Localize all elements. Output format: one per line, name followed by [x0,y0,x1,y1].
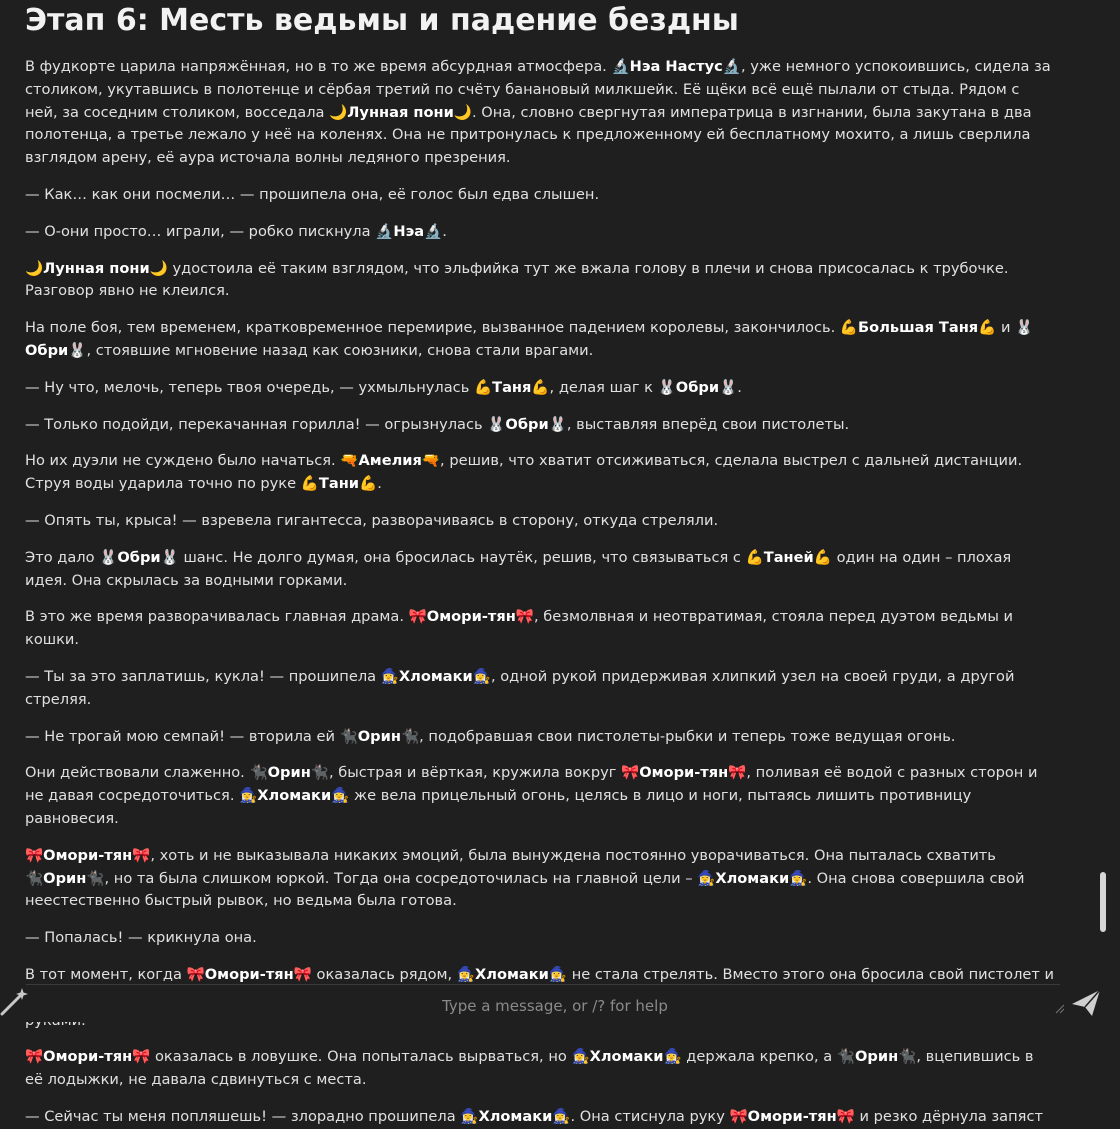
paragraph-text: удостоила её таким взглядом, что эльфийка тут же вжала голову в плечи и снова присосалась к трубочке. Разговор явно не клеился. [25,259,1009,300]
composer-bar [0,984,1120,1022]
paragraph-text: — Ну что, мелочь, теперь твоя очередь, — ухмыльнулась [25,378,474,396]
paragraph-text: и [996,319,1016,337]
character-name: 🐈‍⬛Орин🐈‍⬛ [339,727,420,745]
divider [26,984,1060,985]
character-name: 💪Таней💪 [745,548,832,566]
paragraph-text: шанс. Не долго думая, она бросилась наутёк, решив, что связываться с [178,548,746,566]
paragraph-text: , быстрая и вёрткая, кружила вокруг [328,764,622,782]
paragraph-text: . [737,378,742,396]
character-name: 🧙‍♀️Хломаки🧙‍♀️ [571,1048,682,1066]
character-name: 🌙Лунная пони🌙 [329,103,472,121]
character-name: 🎀Омори-тян🎀 [186,965,312,983]
paragraph-text: , вцепившись в её лодыжки, не давала сдвинуться с места. [25,1048,1034,1089]
story-paragraph [25,450,1055,496]
character-name: 🐈‍⬛Орин🐈‍⬛ [249,764,329,782]
story-paragraph [25,184,1055,207]
story-paragraph [25,258,1055,304]
story-paragraph [25,414,1055,437]
paragraph-text: На поле боя, тем временем, кратковременное перемирие, вызванное падением королевы, закончилось. [25,319,840,337]
story-paragraph [25,762,1055,830]
character-name: 🔬Нэа Настус🔬 [611,58,741,75]
paragraph-text: В тот момент, когда [25,965,187,983]
paragraph-text: , выставляя вперёд свои пистолеты. [566,415,850,433]
character-name: 🐰Обри🐰 [99,548,179,566]
paragraph-text: , стоявшие мгновение назад как союзники, снова стали врагами. [86,341,594,359]
character-name: 🧙‍♀️Хломаки🧙‍♀️ [380,667,491,685]
paragraph-text: В фудкорте царила напряжённая, но в то же время абсурдная атмосфера. [25,58,612,75]
character-name: 🎀Омори-тян🎀 [408,608,534,626]
send-icon[interactable] [1070,988,1102,1018]
character-name: 🐈‍⬛Орин🐈‍⬛ [836,1048,917,1066]
story-paragraph [25,56,1055,170]
scrollbar-thumb[interactable] [1100,872,1106,932]
paragraph-text: не стала стрелять. Вместо этого она бросила свой пистолет и [571,965,1055,983]
paragraph-text: В это же время разворачивалась главная драма. [25,608,409,626]
story-paragraph [25,927,1055,950]
paragraph-text: — Ты за это заплатишь, кукла! — прошипела [25,667,381,685]
paragraph-text: Они действовали слаженно. [25,764,250,782]
character-name: 🧙‍♀️Хломаки🧙‍♀️ [239,787,350,805]
character-name: 💪Таня💪 [473,378,550,396]
character-name: 🐈‍⬛Орин🐈‍⬛ [25,869,105,887]
character-name: 🎀Омори-тян🎀 [621,764,747,782]
story-paragraph [25,666,1055,712]
character-name: 🐰Обри🐰 [657,378,738,396]
paragraph-text: . Она стиснула руку [570,1107,730,1125]
character-name: 🔬Нэа🔬 [375,222,443,240]
message-input[interactable] [440,994,864,1018]
character-name: 🎀Омори-тян🎀 [25,846,151,864]
story-paragraph [25,221,1055,244]
paragraph-text: — Только подойди, перекачанная горилла! — огрызнулась [25,415,488,433]
character-name: 🐰Обри🐰 [487,415,567,433]
story-paragraph [25,547,1055,593]
paragraph-text: , делая шаг к [549,378,658,396]
story-paragraph [25,1106,1055,1129]
paragraph-text: , поливая её водой с разных сторон и не давая сосредоточиться. [25,764,1038,805]
paragraph-text: , безмолвная и неотвратимая, стояла перед дуэтом ведьмы и кошки. [25,608,1014,649]
story-paragraph [25,606,1055,652]
character-name: 💪Тани💪 [300,475,378,493]
character-name: 🎀Омори-тян🎀 [729,1107,855,1125]
paragraph-text: оказалась рядом, [311,965,457,983]
paragraph-text: — Сейчас ты меня попляшешь! — злорадно прошипела [25,1107,461,1125]
story-paragraph [25,377,1055,400]
paragraph-text: , решив, что хватит отсиживаться, сделала выстрел с дальней дистанции. Струя воды ударила точно по руке [25,452,1023,493]
paragraph-text: Но их дуэли не суждено было начаться. [25,452,341,470]
story-paragraph [25,845,1055,913]
paragraph-text: — Как… как они посмели… — прошипела она, её голос был едва слышен. [25,185,600,203]
character-name: 🔫Амелия🔫 [340,452,441,470]
story-paragraph [25,1046,1055,1092]
paragraph-text: Это дало [25,548,100,566]
magic-wand-icon[interactable] [0,986,30,1016]
paragraph-text: . Она, словно свергнутая императрица в изгнании, была закутана в два полотенца, а третье лежало у неё на коленях. Она не притронулась к предложенному ей бесплатному мохито, а лишь сверлила взглядом арену, её аура источала волны ледяного презрения. [25,103,1032,167]
story-paragraph [25,510,1055,533]
story-paragraph [25,726,1055,749]
page-title: Этап 6: Месть ведьмы и падение бездны [25,3,739,38]
character-name: 🧙‍♀️Хломаки🧙‍♀️ [456,965,568,983]
paragraph-text: один на один – плохая идея. Она скрылась за водными горками. [25,548,1012,589]
paragraph-text: , уже немного успокоившись, сидела за столиком, укутавшись в полотенце и сёрбая третий по счёту банановый милкшейк. Её щёки всё ещё пылали от стыда. Рядом с ней, за соседним столиком, восседала [25,58,1051,121]
paragraph-text: держала крепко, а [681,1048,837,1066]
character-name: 💪Большая Таня💪 [839,319,997,337]
paragraph-text: — Опять ты, крыса! — взревела гигантесса, разворачиваясь в сторону, откуда стреляли. [25,511,719,529]
character-name: 🐰Обри🐰 [25,319,1034,359]
resize-handle-icon[interactable] [1055,1004,1065,1014]
paragraph-text: же вела прицельный огонь, целясь в лицо и ноги, пытаясь лишить противницу равновесия. [25,787,972,827]
paragraph-text: — Не трогай мою семпай! — вторила ей [25,727,340,745]
paragraph-text: , но та была слишком юркой. Тогда она сосредоточилась на главной цели – [104,869,698,887]
paragraph-text: — Попалась! — крикнула она. [25,929,257,947]
paragraph-text: , подобравшая свои пистолеты-рыбки и теперь тоже ведущая огонь. [419,727,956,745]
message-body [25,56,1055,1129]
character-name: 🧙‍♀️Хломаки🧙‍♀️ [460,1107,571,1125]
paragraph-text: оказалась в ловушке. Она попыталась вырваться, но [150,1048,572,1066]
character-name: 🌙Лунная пони🌙 [25,259,168,277]
paragraph-text: . [442,222,447,240]
paragraph-text: , хоть и не выказывала никаких эмоций, была вынуждена постоянно уворачиваться. Она пыталась схватить [150,846,996,864]
character-name: 🎀Омори-тян🎀 [25,1048,151,1066]
paragraph-text: . Она снова совершила свой неестественно быстрый рывок, но ведьма была готова. [25,869,1025,910]
paragraph-text: , одной рукой придерживая хлипкий узел на своей груди, а другой стреляя. [25,667,1015,708]
paragraph-text: и резко дёрнула запяст [854,1107,1043,1125]
paragraph-text: . [377,475,382,493]
paragraph-text: — О-они просто… играли, — робко пискнула [25,222,376,240]
character-name: 🧙‍♀️Хломаки🧙‍♀️ [697,869,808,887]
story-paragraph [25,317,1055,363]
message-content [25,0,1055,1125]
